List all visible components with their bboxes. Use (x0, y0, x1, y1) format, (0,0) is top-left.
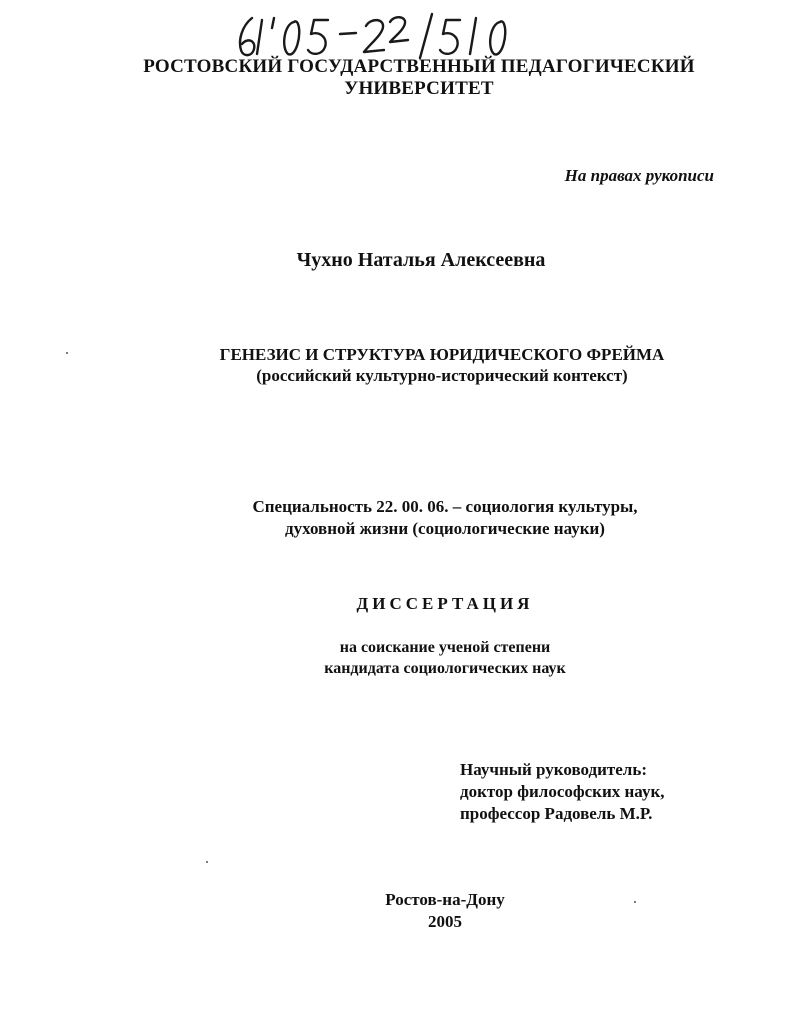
university-line-2: УНИВЕРСИТЕТ (344, 78, 494, 99)
scan-speck (206, 861, 208, 863)
dissertation-title (0, 344, 794, 386)
degree-sought (0, 637, 794, 679)
supervisor-line-2: доктор философских наук, (460, 782, 665, 801)
year: 2005 (428, 912, 462, 931)
document-type-heading: ДИССЕРТАЦИЯ (356, 594, 534, 613)
title-line-1: ГЕНЕЗИС И СТРУКТУРА ЮРИДИЧЕСКОГО ФРЕЙМА (219, 345, 665, 364)
specialty-line-2: духовной жизни (социологические науки) (285, 519, 605, 538)
author-name: Чухно Наталья Алексеевна (296, 249, 546, 271)
supervisor-line-3: профессор Радовель М.Р. (460, 804, 653, 823)
title-line-2: (российский культурно-исторический контекст) (256, 366, 628, 385)
university-line-1: РОСТОВСКИЙ ГОСУДАРСТВЕННЫЙ ПЕДАГОГИЧЕСКИЙ (143, 56, 695, 77)
supervisor-line-1: Научный руководитель: (460, 760, 647, 779)
scan-speck (66, 352, 68, 354)
specialty-line-1: Специальность 22. 00. 06. – социология культуры, (252, 497, 638, 516)
degree-line-2: кандидата социологических наук (324, 660, 566, 677)
manuscript-rights-note: На правах рукописи (564, 166, 714, 185)
scientific-supervisor (460, 759, 665, 825)
place-and-year (0, 889, 794, 933)
handwritten-archive-code (232, 4, 522, 62)
degree-line-1: на соискание ученой степени (339, 639, 551, 656)
specialty (0, 496, 794, 540)
city: Ростов-на-Дону (385, 890, 505, 909)
university-name (0, 56, 794, 100)
scan-speck (634, 901, 636, 903)
